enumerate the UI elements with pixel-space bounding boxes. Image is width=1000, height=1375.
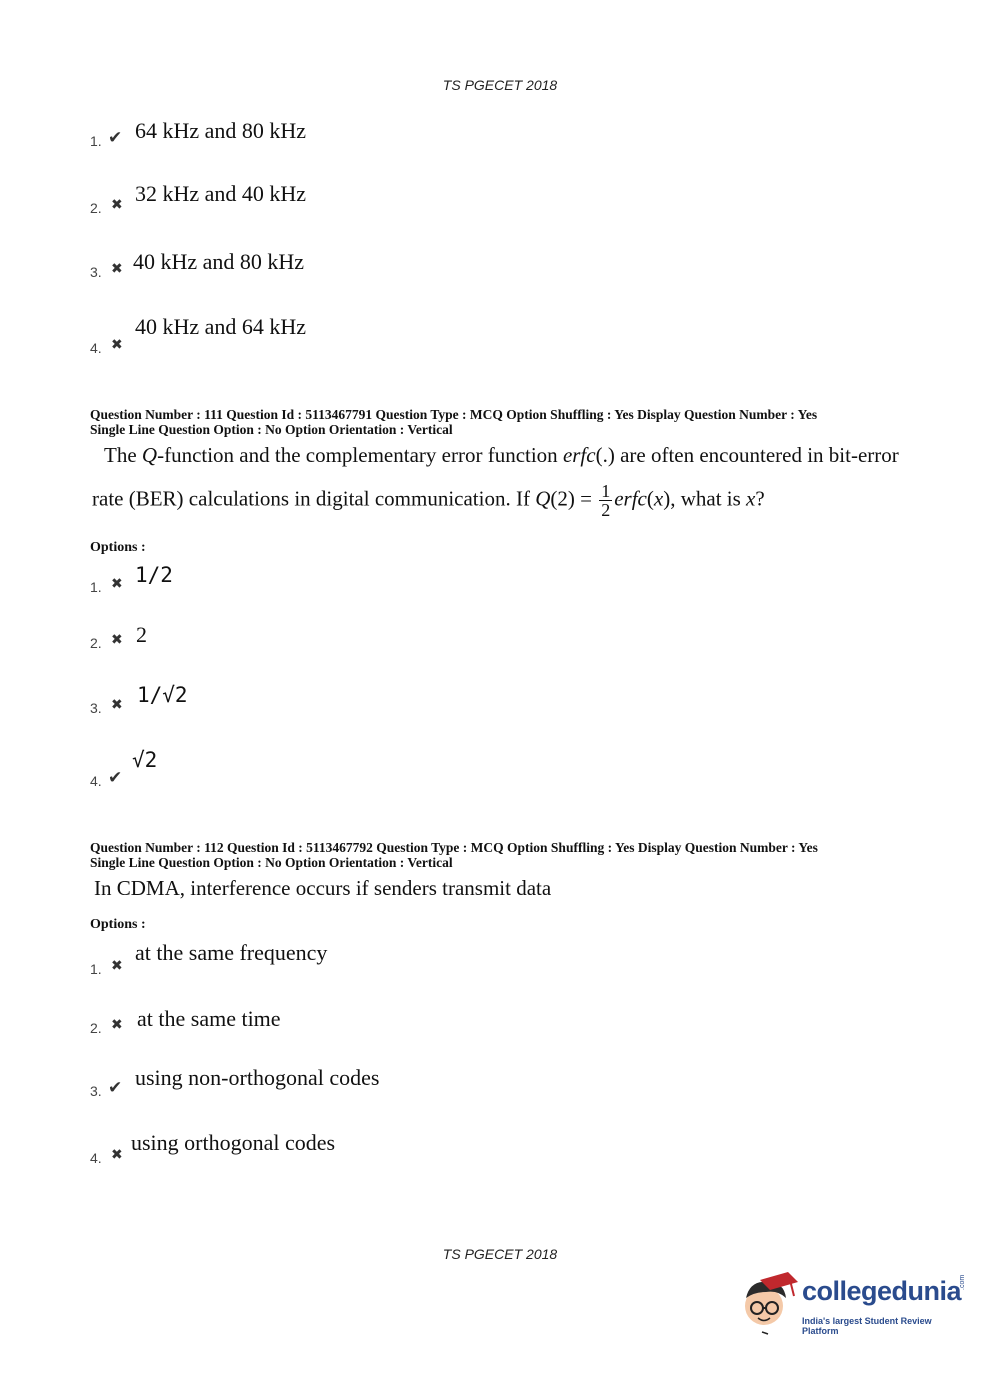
q-symbol: Q: [141, 443, 158, 467]
option-number: 1.: [90, 579, 102, 595]
q112-options-label: Options :: [90, 917, 146, 932]
erfc-symbol: erfc: [562, 443, 596, 467]
q110-option-3: [0, 249, 1000, 299]
correct-check-icon: ✔: [108, 768, 123, 787]
page-header: TS PGECET 2018: [442, 77, 558, 93]
q111-option-2: [0, 622, 1000, 672]
text-segment: (.) are often encountered in bit-error: [595, 443, 899, 467]
fraction-numerator: 1: [601, 481, 611, 501]
q111-option-3: [0, 683, 1000, 733]
q111-meta: [90, 407, 910, 437]
wrong-cross-icon: ✖: [111, 698, 123, 713]
q110-option-1: [0, 118, 1000, 168]
text-segment: The: [104, 443, 142, 467]
option-number: 1.: [90, 133, 102, 149]
text-segment: rate (BER) calculations in digital communication. If: [92, 486, 536, 511]
option-number: 2.: [90, 1020, 102, 1036]
question-meta-line-1: Question Number : 112 Question Id : 5113467792 Question Type : MCQ Option Shuffling : Yes Display Question Number : Yes: [90, 840, 818, 855]
text-segment: (2) =: [550, 486, 598, 511]
option-number: 2.: [90, 200, 102, 216]
page-footer: TS PGECET 2018: [442, 1246, 558, 1262]
option-number: 1.: [90, 961, 102, 977]
option-text: at the same frequency: [135, 940, 328, 965]
option-text: 32 kHz and 40 kHz: [135, 181, 307, 206]
x-symbol: x: [653, 486, 664, 511]
wrong-cross-icon: ✖: [111, 577, 123, 592]
wrong-cross-icon: ✖: [111, 959, 123, 974]
logo-com-text: .com: [959, 1274, 966, 1290]
logo-brand-text: collegedunia: [802, 1276, 962, 1306]
text-segment: ?: [755, 486, 765, 511]
collegedunia-logo: [740, 1268, 970, 1338]
x-symbol: x: [746, 486, 756, 511]
q112-text: In CDMA, interference occurs if senders transmit data: [94, 876, 552, 900]
option-text: 1/2: [135, 563, 173, 587]
one-half-fraction: [599, 482, 612, 519]
question-meta-line-2: Single Line Question Option : No Option Orientation : Vertical: [90, 422, 453, 437]
q112-option-2: [0, 1006, 1000, 1056]
q111-option-4: [0, 748, 1000, 798]
option-text: 2: [136, 622, 147, 647]
text-segment: -function and the complementary error function: [157, 443, 563, 467]
q111-text-line-1: [104, 443, 899, 468]
option-text: using non-orthogonal codes: [135, 1065, 380, 1090]
correct-check-icon: ✔: [108, 1078, 123, 1097]
q112-meta: [90, 840, 910, 870]
question-meta-line-2: Single Line Question Option : No Option Orientation : Vertical: [90, 855, 453, 870]
mascot-icon: [740, 1268, 802, 1338]
q110-option-4: [0, 314, 1000, 364]
wrong-cross-icon: ✖: [111, 1148, 123, 1163]
option-number: 4.: [90, 1150, 102, 1166]
option-text: 40 kHz and 64 kHz: [135, 314, 307, 339]
option-number: 4.: [90, 340, 102, 356]
text-segment: (: [646, 486, 654, 511]
option-text: 64 kHz and 80 kHz: [135, 118, 307, 143]
wrong-cross-icon: ✖: [111, 198, 123, 213]
wrong-cross-icon: ✖: [111, 338, 123, 353]
wrong-cross-icon: ✖: [111, 633, 123, 648]
q112-option-4: [0, 1130, 1000, 1180]
option-number: 3.: [90, 264, 102, 280]
q110-option-2: [0, 181, 1000, 231]
q111-option-1: [0, 563, 1000, 613]
question-meta-line-1: Question Number : 111 Question Id : 5113467791 Question Type : MCQ Option Shuffling : Yes Display Question Number : Yes: [90, 407, 818, 422]
text-segment: ), what is: [663, 486, 747, 511]
q112-option-3: [0, 1065, 1000, 1115]
option-text: at the same time: [137, 1006, 281, 1031]
q111-options-label: Options :: [90, 540, 146, 555]
option-number: 3.: [90, 1083, 102, 1099]
wrong-cross-icon: ✖: [111, 1018, 123, 1033]
option-number: 3.: [90, 700, 102, 716]
q112-option-1: [0, 940, 1000, 990]
q-symbol: Q: [535, 486, 551, 511]
wrong-cross-icon: ✖: [111, 262, 123, 277]
option-text: 1/√2: [137, 683, 188, 707]
option-number: 2.: [90, 635, 102, 651]
q111-text-line-2: [92, 482, 765, 519]
option-text: √2: [132, 748, 158, 772]
option-number: 4.: [90, 773, 102, 789]
option-text: using orthogonal codes: [131, 1130, 336, 1155]
option-text: 40 kHz and 80 kHz: [133, 249, 305, 274]
erfc-symbol: erfc: [614, 486, 647, 511]
logo-tagline: India's largest Student Review Platform: [802, 1316, 932, 1336]
fraction-denominator: 2: [601, 500, 611, 520]
correct-check-icon: ✔: [108, 128, 123, 147]
